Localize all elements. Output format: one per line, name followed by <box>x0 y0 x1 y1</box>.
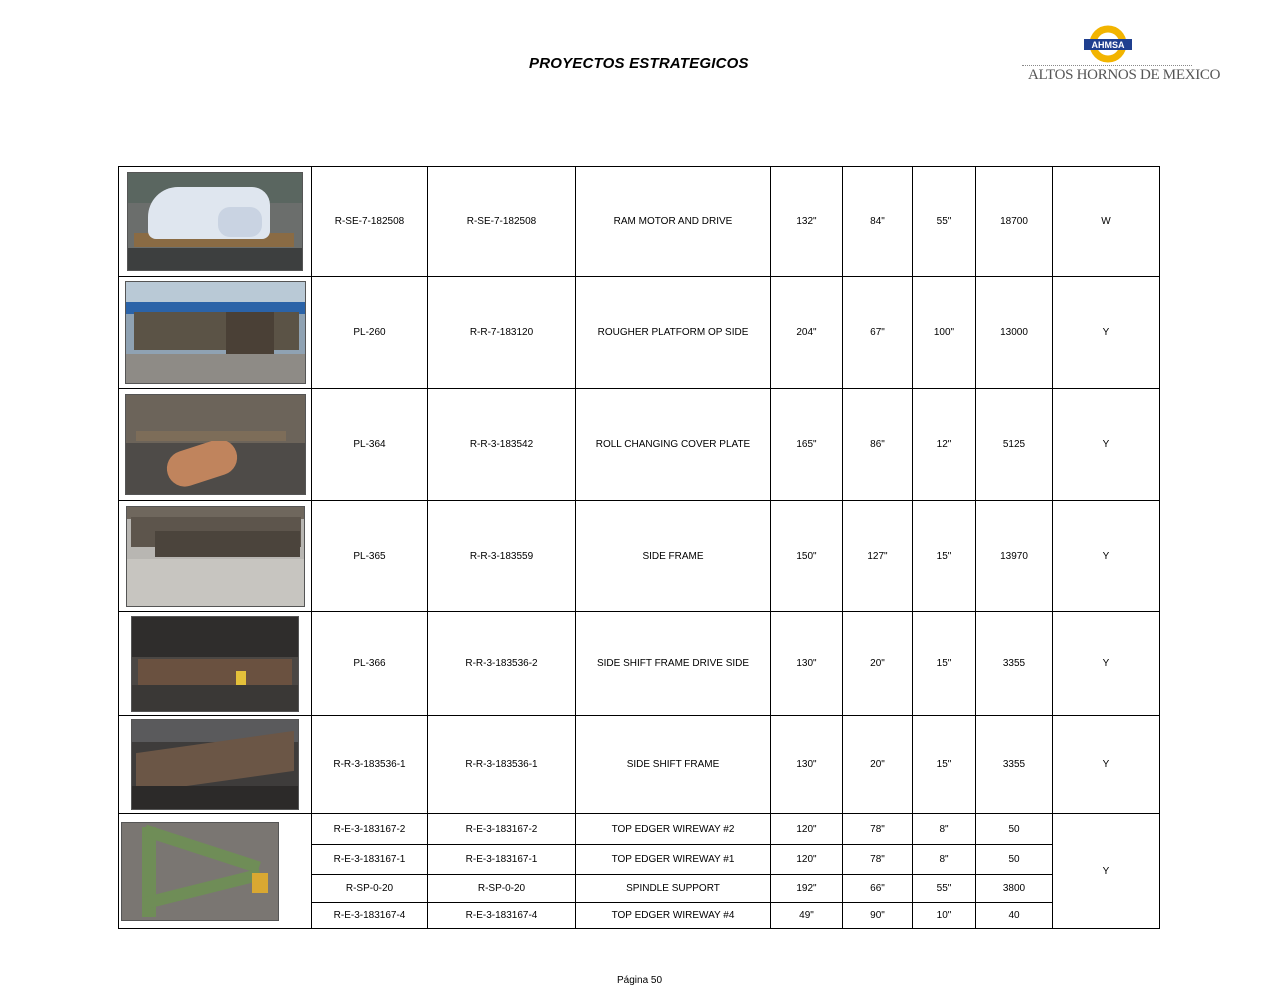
white-wrapped-motor-photo <box>127 172 303 271</box>
cell-height: 10" <box>913 903 976 929</box>
logo-badge: AHMSA <box>1091 40 1125 50</box>
cell-weight: 5125 <box>976 389 1053 501</box>
cell-part-number: R-E-3-183167-2 <box>428 814 576 845</box>
cell-width: 66" <box>843 875 913 903</box>
cell-code: R-E-3-183167-2 <box>312 814 428 845</box>
page-title: PROYECTOS ESTRATEGICOS <box>529 55 749 72</box>
logo-divider <box>1022 65 1192 66</box>
cell-description: RAM MOTOR AND DRIVE <box>576 167 771 277</box>
cell-part-number: R-R-3-183542 <box>428 389 576 501</box>
cell-width: 84" <box>843 167 913 277</box>
cell-width: 86" <box>843 389 913 501</box>
cell-code: PL-366 <box>312 612 428 716</box>
cell-part-number: R-R-7-183120 <box>428 277 576 389</box>
cell-width: 78" <box>843 814 913 845</box>
cell-location: Y <box>1053 716 1160 814</box>
cell-code: R-E-3-183167-4 <box>312 903 428 929</box>
cell-weight: 13000 <box>976 277 1053 389</box>
cell-height: 15" <box>913 501 976 612</box>
photo-cell <box>119 814 312 929</box>
cell-location: Y <box>1053 501 1160 612</box>
cell-description: SIDE SHIFT FRAME DRIVE SIDE <box>576 612 771 716</box>
cell-code: PL-260 <box>312 277 428 389</box>
cell-part-number: R-R-3-183559 <box>428 501 576 612</box>
cell-height: 100" <box>913 277 976 389</box>
cell-weight: 3355 <box>976 612 1053 716</box>
cell-height: 8" <box>913 814 976 845</box>
edger-wireway-photo <box>121 822 279 921</box>
cell-length: 132" <box>771 167 843 277</box>
cell-width: 78" <box>843 845 913 875</box>
cell-part-number: R-E-3-183167-1 <box>428 845 576 875</box>
table-row <box>119 814 1160 845</box>
cell-length: 192" <box>771 875 843 903</box>
table-row <box>119 501 1160 612</box>
cell-height: 8" <box>913 845 976 875</box>
cell-width: 20" <box>843 612 913 716</box>
shift-frame-drive-photo <box>131 616 299 712</box>
cell-location: Y <box>1053 277 1160 389</box>
cell-code: PL-365 <box>312 501 428 612</box>
photo-cell <box>119 389 312 501</box>
cell-length: 130" <box>771 612 843 716</box>
cell-weight: 18700 <box>976 167 1053 277</box>
cell-description: TOP EDGER WIREWAY #2 <box>576 814 771 845</box>
cell-length: 49" <box>771 903 843 929</box>
cell-height: 55" <box>913 167 976 277</box>
cell-description: SIDE FRAME <box>576 501 771 612</box>
cell-location: Y <box>1053 814 1160 929</box>
cell-weight: 50 <box>976 814 1053 845</box>
cell-description: ROLL CHANGING COVER PLATE <box>576 389 771 501</box>
cell-description: SIDE SHIFT FRAME <box>576 716 771 814</box>
cell-height: 55" <box>913 875 976 903</box>
table-row <box>119 612 1160 716</box>
cell-weight: 13970 <box>976 501 1053 612</box>
cell-description: SPINDLE SUPPORT <box>576 875 771 903</box>
cell-description: TOP EDGER WIREWAY #4 <box>576 903 771 929</box>
page-number: Página 50 <box>617 975 663 986</box>
logo-wordmark: ALTOS HORNOS DE MEXICO <box>1028 67 1221 83</box>
photo-cell <box>119 612 312 716</box>
cell-location: Y <box>1053 612 1160 716</box>
cell-code: R-SP-0-20 <box>312 875 428 903</box>
cell-location: Y <box>1053 389 1160 501</box>
table-row <box>119 716 1160 814</box>
cell-width: 90" <box>843 903 913 929</box>
cell-code: R-E-3-183167-1 <box>312 845 428 875</box>
cell-part-number: R-R-3-183536-2 <box>428 612 576 716</box>
side-frame-photo <box>126 506 305 607</box>
cell-code: R-R-3-183536-1 <box>312 716 428 814</box>
cell-height: 12" <box>913 389 976 501</box>
cell-height: 15" <box>913 612 976 716</box>
cell-weight: 50 <box>976 845 1053 875</box>
table-row <box>119 167 1160 277</box>
cell-part-number: R-E-3-183167-4 <box>428 903 576 929</box>
photo-cell <box>119 167 312 277</box>
cell-weight: 3800 <box>976 875 1053 903</box>
cell-length: 204" <box>771 277 843 389</box>
cell-description: ROUGHER PLATFORM OP SIDE <box>576 277 771 389</box>
cell-code: R-SE-7-182508 <box>312 167 428 277</box>
photo-cell <box>119 277 312 389</box>
cell-weight: 3355 <box>976 716 1053 814</box>
shift-frame-photo <box>131 719 299 810</box>
cell-length: 165" <box>771 389 843 501</box>
cell-weight: 40 <box>976 903 1053 929</box>
table-row <box>119 389 1160 501</box>
inventory-table <box>118 166 1160 929</box>
cell-part-number: R-R-3-183536-1 <box>428 716 576 814</box>
cell-length: 150" <box>771 501 843 612</box>
photo-cell <box>119 501 312 612</box>
cell-location: W <box>1053 167 1160 277</box>
photo-cell <box>119 716 312 814</box>
cell-length: 120" <box>771 814 843 845</box>
cell-width: 20" <box>843 716 913 814</box>
cell-width: 127" <box>843 501 913 612</box>
cover-plate-photo <box>125 394 306 495</box>
cell-height: 15" <box>913 716 976 814</box>
table-row <box>119 277 1160 389</box>
cell-description: TOP EDGER WIREWAY #1 <box>576 845 771 875</box>
cell-length: 130" <box>771 716 843 814</box>
cell-part-number: R-SP-0-20 <box>428 875 576 903</box>
cell-code: PL-364 <box>312 389 428 501</box>
cell-part-number: R-SE-7-182508 <box>428 167 576 277</box>
cell-width: 67" <box>843 277 913 389</box>
cell-length: 120" <box>771 845 843 875</box>
steel-platform-photo <box>125 281 306 384</box>
